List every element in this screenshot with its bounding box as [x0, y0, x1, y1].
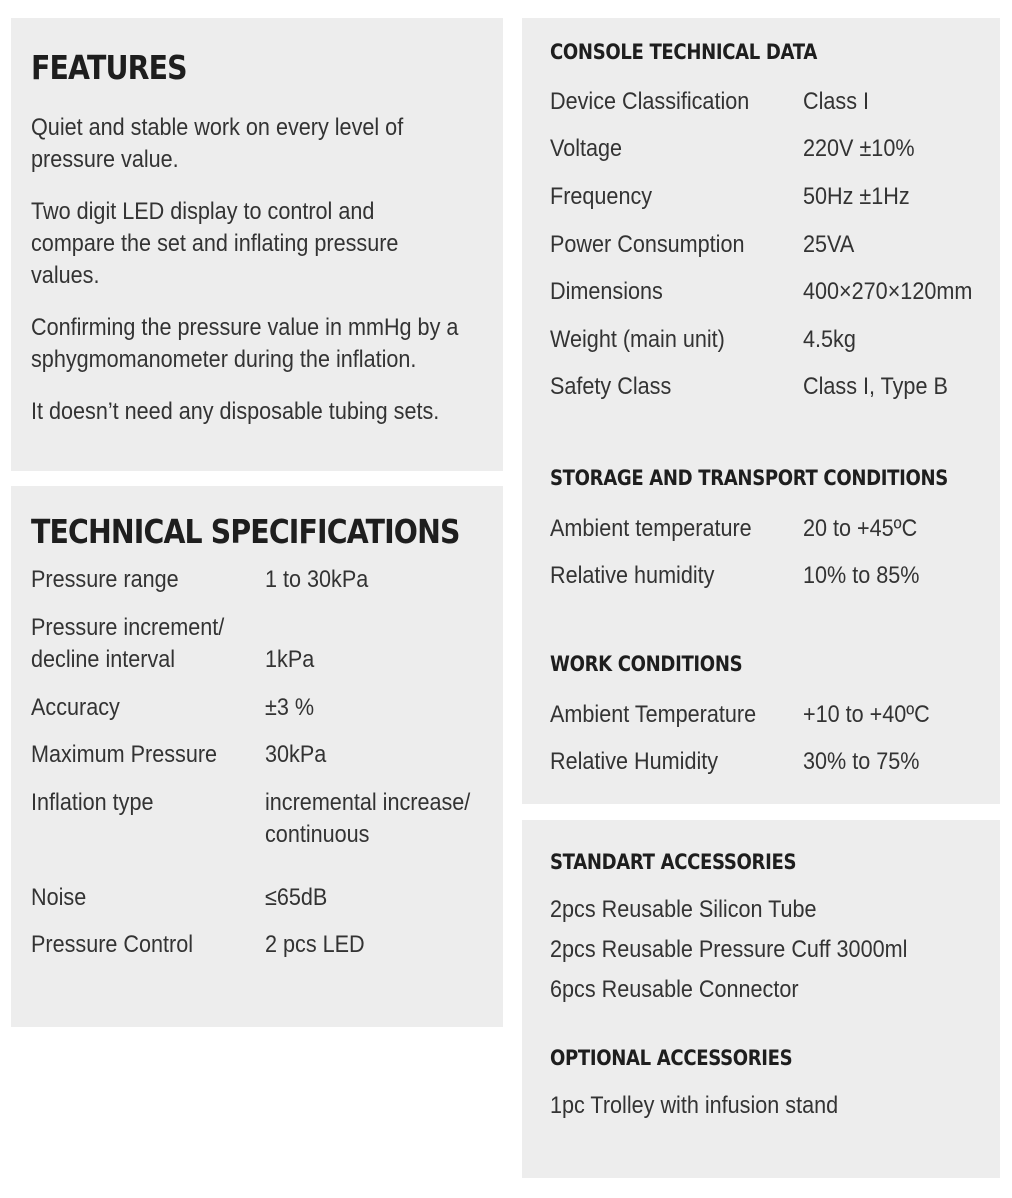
console-label: Frequency	[550, 183, 653, 210]
console-label: Safety Class	[550, 373, 672, 400]
spec-label-line: Pressure increment/	[31, 614, 225, 641]
spec-label: Noise	[31, 884, 87, 911]
console-row	[522, 324, 1000, 356]
console-label: Dimensions	[550, 278, 663, 305]
console-value: 50Hz ±1Hz	[803, 183, 910, 210]
optional-accessories-list	[550, 1086, 838, 1126]
spec-value-line: continuous	[265, 821, 370, 848]
spec-value: 1 to 30kPa	[265, 566, 369, 593]
spec-label: Accuracy	[31, 694, 120, 721]
spec-label: Pressure range	[31, 566, 179, 593]
console-value: 4.5kg	[803, 326, 856, 353]
accessory-item: 6pcs Reusable Connector	[550, 976, 799, 1003]
spec-row	[11, 882, 503, 914]
console-value: Class I	[803, 88, 870, 115]
standart-accessories-list	[550, 890, 907, 1010]
accessories-panel	[522, 820, 1000, 1178]
technical-specifications-panel	[11, 486, 503, 1027]
spec-row	[11, 787, 503, 851]
feature-item-1	[31, 112, 403, 176]
spec-value: 1kPa	[265, 646, 315, 673]
spec-label-line: decline interval	[31, 646, 176, 673]
spec-row	[11, 739, 503, 771]
feature-line: compare the set and inflating pressure	[31, 230, 399, 257]
feature-line: Confirming the pressure value in mmHg by a	[31, 314, 459, 341]
console-row	[522, 276, 1000, 308]
storage-value: 10% to 85%	[803, 562, 920, 589]
feature-line: It doesn’t need any disposable tubing sets.	[31, 398, 440, 425]
spec-value: 30kPa	[265, 741, 327, 768]
spec-value: ≤65dB	[265, 884, 328, 911]
accessory-item: 2pcs Reusable Pressure Cuff 3000ml	[550, 936, 908, 963]
storage-value: 20 to +45ºC	[803, 515, 918, 542]
storage-label: Relative humidity	[550, 562, 715, 589]
console-label: Voltage	[550, 135, 623, 162]
work-row	[522, 699, 1000, 731]
console-value: 400×270×120mm	[803, 278, 973, 305]
technical-specifications-title: TECHNICAL SPECIFICATIONS	[31, 512, 460, 551]
spec-row	[11, 564, 503, 596]
work-label: Relative Humidity	[550, 748, 719, 775]
feature-line: values.	[31, 262, 100, 289]
spec-label: Maximum Pressure	[31, 741, 218, 768]
feature-item-3	[31, 312, 458, 376]
spec-label: Pressure Control	[31, 931, 194, 958]
console-row	[522, 181, 1000, 213]
spec-value: ±3 %	[265, 694, 315, 721]
console-technical-data-panel	[522, 18, 1000, 804]
accessory-item: 1pc Trolley with infusion stand	[550, 1092, 839, 1119]
spec-value: 2 pcs LED	[265, 931, 365, 958]
storage-row	[522, 513, 1000, 545]
work-value: 30% to 75%	[803, 748, 920, 775]
spec-label	[31, 612, 224, 676]
console-label: Power Consumption	[550, 231, 745, 258]
accessory-item: 2pcs Reusable Silicon Tube	[550, 896, 817, 923]
console-row	[522, 229, 1000, 261]
spec-row	[11, 692, 503, 724]
work-conditions-title: WORK CONDITIONS	[550, 652, 743, 676]
features-panel	[11, 18, 503, 471]
work-value: +10 to +40ºC	[803, 701, 930, 728]
console-value: 25VA	[803, 231, 855, 258]
feature-line: sphygmomanometer during the inflation.	[31, 346, 417, 373]
console-value: 220V ±10%	[803, 135, 915, 162]
standart-accessories-title: STANDART ACCESSORIES	[550, 850, 797, 874]
feature-line: Two digit LED display to control and	[31, 198, 375, 225]
storage-label: Ambient temperature	[550, 515, 752, 542]
console-label: Weight (main unit)	[550, 326, 725, 353]
storage-transport-title: STORAGE AND TRANSPORT CONDITIONS	[550, 466, 948, 490]
spec-label: Inflation type	[31, 789, 154, 816]
console-value: Class I, Type B	[803, 373, 948, 400]
feature-item-4	[31, 396, 439, 428]
feature-line: pressure value.	[31, 146, 179, 173]
spec-row	[11, 929, 503, 961]
features-title: FEATURES	[31, 48, 187, 87]
console-technical-data-title: CONSOLE TECHNICAL DATA	[550, 40, 818, 64]
feature-item-2	[31, 196, 398, 292]
work-row	[522, 746, 1000, 778]
feature-line: Quiet and stable work on every level of	[31, 114, 404, 141]
spec-row	[11, 612, 503, 676]
spec-value-line: incremental increase/	[265, 789, 471, 816]
storage-row	[522, 560, 1000, 592]
work-label: Ambient Temperature	[550, 701, 757, 728]
console-row	[522, 133, 1000, 165]
console-row	[522, 86, 1000, 118]
spec-value	[265, 787, 470, 851]
console-label: Device Classification	[550, 88, 750, 115]
optional-accessories-title: OPTIONAL ACCESSORIES	[550, 1046, 793, 1070]
console-row	[522, 371, 1000, 403]
